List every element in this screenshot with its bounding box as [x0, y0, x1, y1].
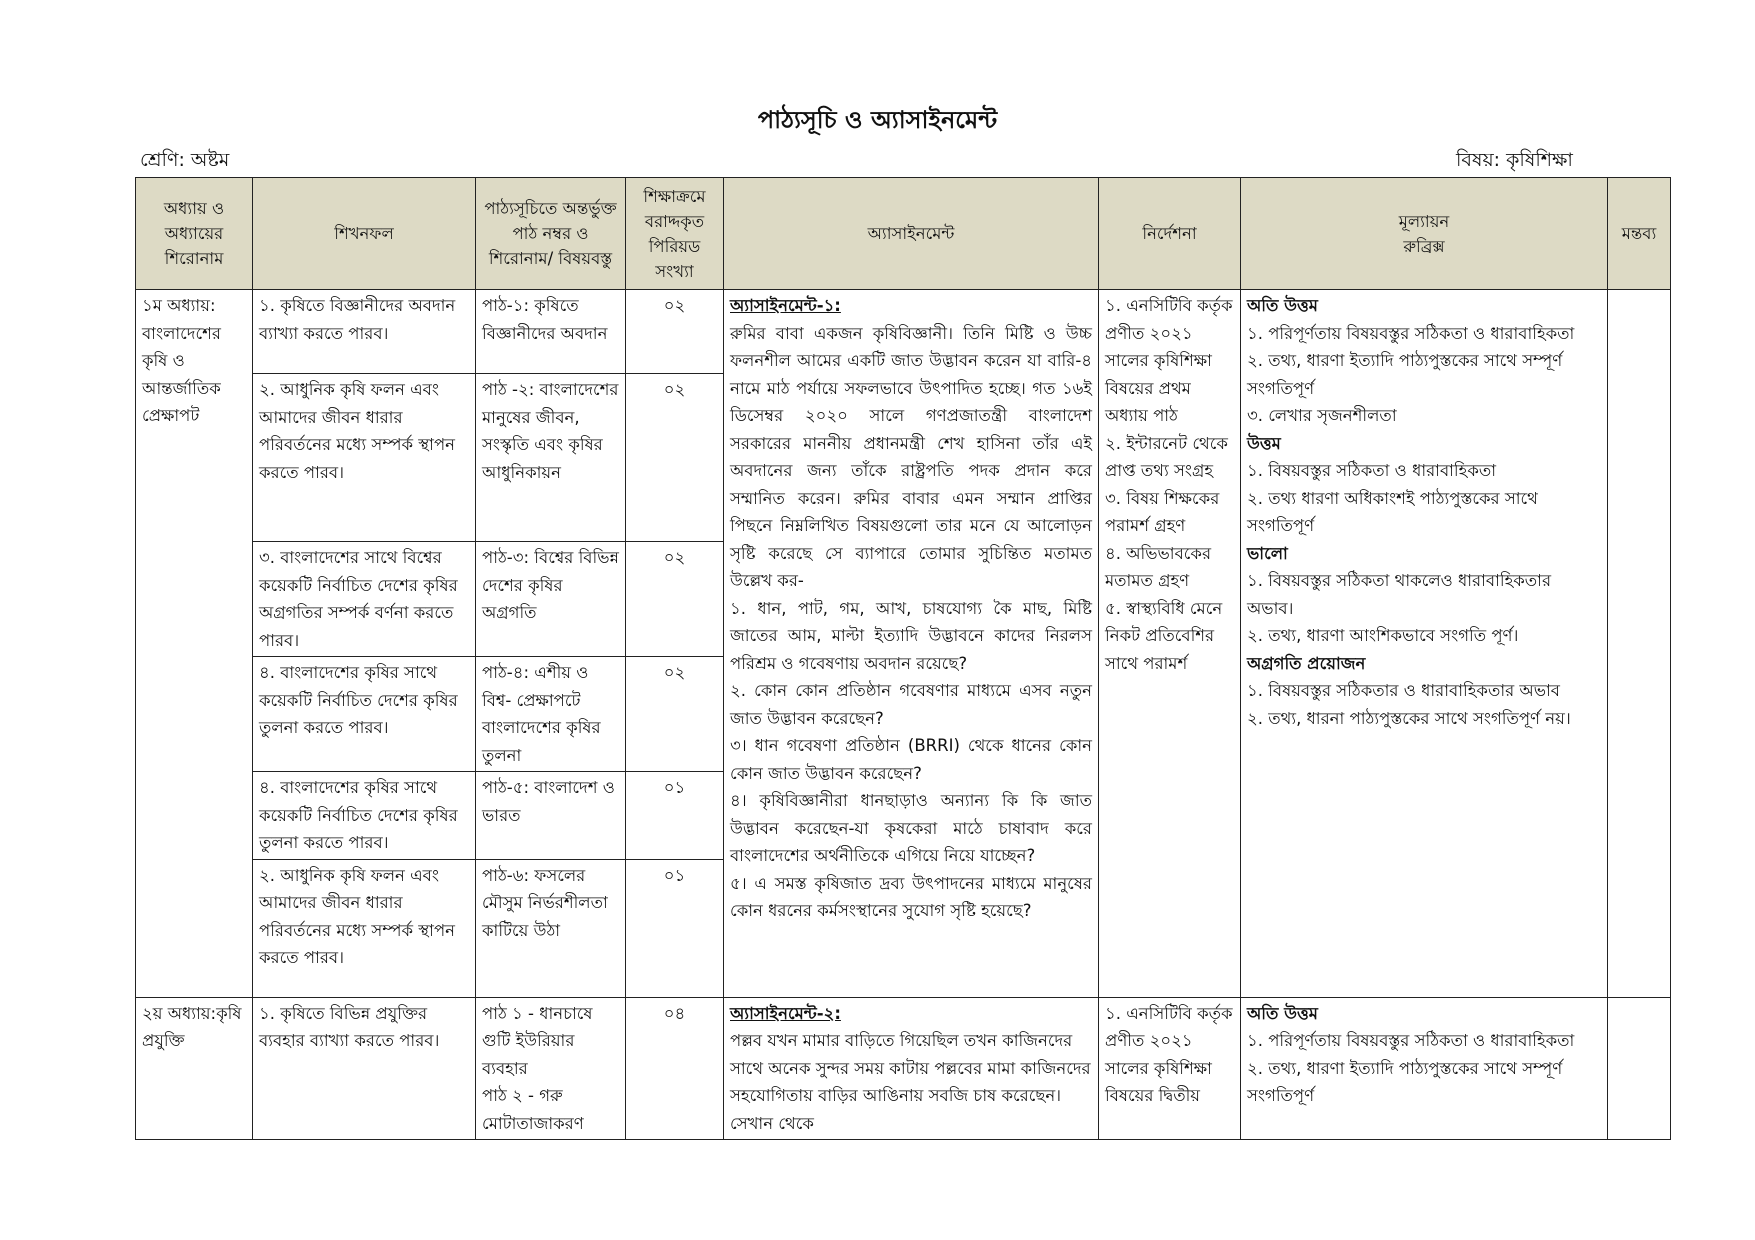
periods-cell: ০১	[626, 772, 724, 860]
table-row	[136, 290, 1671, 374]
rubric-item: ১. বিষয়বস্তুর সঠিকতার ও ধারাবাহিকতার অভাব	[1247, 681, 1560, 700]
guideline-item: ১. এনসিটিবি কর্তৃক প্রণীত ২০২১ সালের কৃষিশিক্ষা বিষয়ের প্রথম অধ্যায় পাঠ	[1105, 296, 1233, 425]
outcome-cell: ২. আধুনিক কৃষি ফলন এবং আমাদের জীবন ধারার পরিবর্তনের মধ্যে সম্পর্ক স্থাপন করতে পারব।	[253, 374, 476, 542]
lesson-cell: পাঠ-৬: ফসলের মৌসুম নির্ভরশীলতা কাটিয়ে উঠা	[476, 859, 626, 997]
header-chapter: অধ্যায় ও অধ্যায়ের শিরোনাম	[136, 178, 253, 290]
assignment-question: ১. ধান, পাট, গম, আখ, চাষযোগ্য কৈ মাছ, মিষ্টি জাতের আম, মাল্টা ইত্যাদি উদ্ভাবনে কাদের নিরলস পরিশ্রম ও গবেষণায় অবদান রয়েছে?	[730, 598, 1092, 673]
rubric-heading: উত্তম	[1247, 433, 1281, 453]
rubric-item: ১. পরিপূর্ণতায় বিষয়বস্তুর সঠিকতা ও ধারাবাহিকতা	[1247, 323, 1575, 343]
remarks-cell	[1608, 997, 1671, 1140]
periods-cell: ০২	[626, 290, 724, 374]
rubric-cell	[1241, 290, 1608, 998]
rubric-cell	[1241, 997, 1608, 1140]
lesson-cell	[476, 997, 626, 1140]
header-guideline: নির্দেশনা	[1099, 178, 1241, 290]
guideline-item: ৫. স্বাস্থ্যবিধি মেনে নিকট প্রতিবেশির সাথে পরামর্শ	[1105, 598, 1223, 673]
periods-cell: ০২	[626, 542, 724, 657]
lesson-cell: পাঠ-৩: বিশ্বের বিভিন্ন দেশের কৃষির অগ্রগতি	[476, 542, 626, 657]
outcome-cell: ৪. বাংলাদেশের কৃষির সাথে কয়েকটি নির্বাচিত দেশের কৃষির তুলনা করতে পারব।	[253, 772, 476, 860]
outcome-cell: ১. কৃষিতে বিভিন্ন প্রযুক্তির ব্যবহার ব্যাখ্যা করতে পারব।	[253, 997, 476, 1140]
outcome-cell: ২. আধুনিক কৃষি ফলন এবং আমাদের জীবন ধারার পরিবর্তনের মধ্যে সম্পর্ক স্থাপন করতে পারব।	[253, 859, 476, 997]
guideline-cell: ১. এনসিটিবি কর্তৃক প্রণীত ২০২১ সালের কৃষিশিক্ষা বিষয়ের দ্বিতীয়	[1099, 997, 1241, 1140]
subject-label: বিষয়: কৃষিশিক্ষা	[1456, 149, 1573, 171]
lesson-cell: পাঠ-১: কৃষিতে বিজ্ঞানীদের অবদান	[476, 290, 626, 374]
outcome-cell: ৪. বাংলাদেশের কৃষির সাথে কয়েকটি নির্বাচিত দেশের কৃষির তুলনা করতে পারব।	[253, 657, 476, 772]
periods-cell: ০২	[626, 657, 724, 772]
class-label: শ্রেণি: অষ্টম	[140, 149, 230, 171]
rubric-item: ২. তথ্য ধারণা অধিকাংশই পাঠ্যপুস্তকের সাথে সংগতিপূর্ণ	[1247, 488, 1538, 535]
assignment-title: অ্যাসাইনমেন্ট-২:	[730, 1003, 841, 1023]
guideline-item: ২. ইন্টারনেট থেকে প্রাপ্ত তথ্য সংগ্রহ	[1105, 433, 1228, 480]
guideline-item: ৩. বিষয় শিক্ষকের পরামর্শ গ্রহণ	[1105, 488, 1220, 535]
lesson-item: পাঠ ১ - ধানচাষে গুটি ইউরিয়ার ব্যবহার	[482, 1003, 593, 1078]
rubric-item: ১. বিষয়বস্তুর সঠিকতা থাকলেও ধারাবাহিকতার অভাব।	[1247, 571, 1552, 618]
lesson-cell: পাঠ-৪: এশীয় ও বিশ্ব- প্রেক্ষাপটে বাংলাদেশের কৃষির তুলনা	[476, 657, 626, 772]
outcome-cell: ১. কৃষিতে বিজ্ঞানীদের অবদান ব্যাখ্যা করতে পারব।	[253, 290, 476, 374]
lesson-cell: পাঠ -২: বাংলাদেশের মানুষের জীবন, সংস্কৃতি এবং কৃষির আধুনিকায়ন	[476, 374, 626, 542]
rubric-item: ৩. লেখার সৃজনশীলতা	[1247, 406, 1397, 425]
header-assignment: অ্যাসাইনমেন্ট	[724, 178, 1099, 290]
rubric-heading: অতি উত্তম	[1247, 296, 1318, 315]
assignment-question: ২. কোন কোন প্রতিষ্ঠান গবেষণার মাধ্যমে এসব নতুন জাত উদ্ভাবন করেছেন?	[730, 681, 1092, 728]
assignment-cell	[724, 997, 1099, 1140]
header-lesson: পাঠ্যসূচিতে অন্তর্ভুক্ত পাঠ নম্বর ও শিরোনাম/ বিষয়বস্তু	[476, 178, 626, 290]
remarks-cell	[1608, 290, 1671, 998]
rubric-item: ১. পরিপূর্ণতায় বিষয়বস্তুর সঠিকতা ও ধারাবাহিকতা	[1247, 1031, 1575, 1050]
assignment-question: ৪। কৃষিবিজ্ঞানীরা ধানছাড়াও অন্যান্য কি কি জাত উদ্ভাবন করেছেন-যা কৃষকেরা মাঠে চাষাবাদ করে বাংলাদেশের অর্থনীতিকে এগিয়ে নিয়ে যাচ্ছেন?	[730, 791, 1092, 865]
assignment-body: পল্লব যখন মামার বাড়িতে গিয়েছিল তখন কাজিনদের সাথে অনেক সুন্দর সময় কাটায় পল্লবের মামা কাজিনদের সহযোগিতায় বাড়ির আঙিনায় সবজি চাষ করেছেন। সেখান থেকে	[730, 1031, 1091, 1133]
lesson-cell: পাঠ-৫: বাংলাদেশ ও ভারত	[476, 772, 626, 860]
chapter-cell: ১ম অধ্যায়: বাংলাদেশের কৃষি ও আন্তর্জাতিক প্রেক্ষাপট	[136, 290, 253, 998]
assignment-cell	[724, 290, 1099, 998]
rubric-item: ২. তথ্য, ধারণা ইত্যাদি পাঠ্যপুস্তকের সাথে সম্পূর্ণ সংগতিপূর্ণ	[1247, 351, 1563, 398]
table-row	[136, 997, 1671, 1140]
outcome-cell: ৩. বাংলাদেশের সাথে বিশ্বের কয়েকটি নির্বাচিত দেশের কৃষির অগ্রগতির সম্পর্ক বর্ণনা করতে পারব।	[253, 542, 476, 657]
assignment-question: ৩। ধান গবেষণা প্রতিষ্ঠান (BRRI) থেকে ধানের কোন কোন জাত উদ্ভাবন করেছেন?	[730, 736, 1092, 783]
assignment-body: রুমির বাবা একজন কৃষিবিজ্ঞানী। তিনি মিষ্টি ও উচ্চ ফলনশীল আমের একটি জাত উদ্ভাবন করেন যা বারি-৪ নামে মাঠ পর্যায়ে সফলভাবে উৎপাদিত হচ্ছে। গত ১৬ই ডিসেম্বর ২০২০ সালে গণপ্রজাতন্ত্রী বাংলাদেশ সরকারের মাননীয় প্রধানমন্ত্রী শেখ হাসিনা তাঁর এই অবদানের জন্য তাঁকে রাষ্ট্রপতি পদক প্রদান করে সম্মানিত করেন। রুমির বাবার এমন সম্মান প্রাপ্তির পিছনে নিম্নলিখিত বিষয়গুলো তার মনে যে আলোড়ন সৃষ্টি করেছে সে ব্যাপারে তোমার সুচিন্তিত মতামত উল্লেখ কর-	[730, 323, 1092, 590]
chapter-cell: ২য় অধ্যায়:কৃষি প্রযুক্তি	[136, 997, 253, 1140]
rubric-heading: ভালো	[1247, 543, 1288, 563]
periods-cell: ০১	[626, 859, 724, 997]
header-rubrics: রুব্রিক্স	[1403, 236, 1445, 256]
periods-cell: ০৪	[626, 997, 724, 1140]
lesson-item: পাঠ ২ - গরু মোটাতাজাকরণ	[482, 1086, 584, 1133]
rubric-item: ২. তথ্য, ধারণা আংশিকভাবে সংগতি পূর্ণ।	[1247, 626, 1519, 645]
periods-cell: ০২	[626, 374, 724, 542]
rubric-item: ২. তথ্য, ধারণা ইত্যাদি পাঠ্যপুস্তকের সাথে সম্পূর্ণ সংগতিপূর্ণ	[1247, 1058, 1563, 1105]
rubric-item: ১. বিষয়বস্তুর সঠিকতা ও ধারাবাহিকতা	[1247, 461, 1497, 480]
rubric-heading: অগ্রগতি প্রয়োজন	[1247, 653, 1366, 673]
guideline-item: ৪. অভিভাবকের মতামত গ্রহণ	[1105, 543, 1212, 590]
assignment-question: ৫। এ সমস্ত কৃষিজাত দ্রব্য উৎপাদনের মাধ্যমে মানুষের কোন ধরনের কর্মসংস্থানের সুযোগ সৃষ্টি হয়েছে?	[730, 873, 1092, 920]
rubric-item: ২. তথ্য, ধারনা পাঠ্যপুস্তকের সাথে সংগতিপূর্ণ নয়।	[1247, 708, 1571, 728]
guideline-cell	[1099, 290, 1241, 998]
syllabus-table	[135, 177, 1671, 1140]
header-remarks: মন্তব্য	[1608, 178, 1671, 290]
header-outcome: শিখনফল	[253, 178, 476, 290]
page-title: পাঠ্যসূচি ও অ্যাসাইনমেন্ট	[757, 106, 998, 134]
header-row	[136, 178, 1671, 290]
header-evaluation	[1241, 178, 1608, 290]
rubric-heading: অতি উত্তম	[1247, 1003, 1318, 1023]
assignment-title: অ্যাসাইনমেন্ট-১:	[730, 296, 841, 315]
header-evaluation-title: মূল্যায়ন	[1398, 211, 1450, 231]
header-periods: শিক্ষাক্রমে বরাদ্দকৃত পিরিয়ড সংখ্যা	[626, 178, 724, 290]
